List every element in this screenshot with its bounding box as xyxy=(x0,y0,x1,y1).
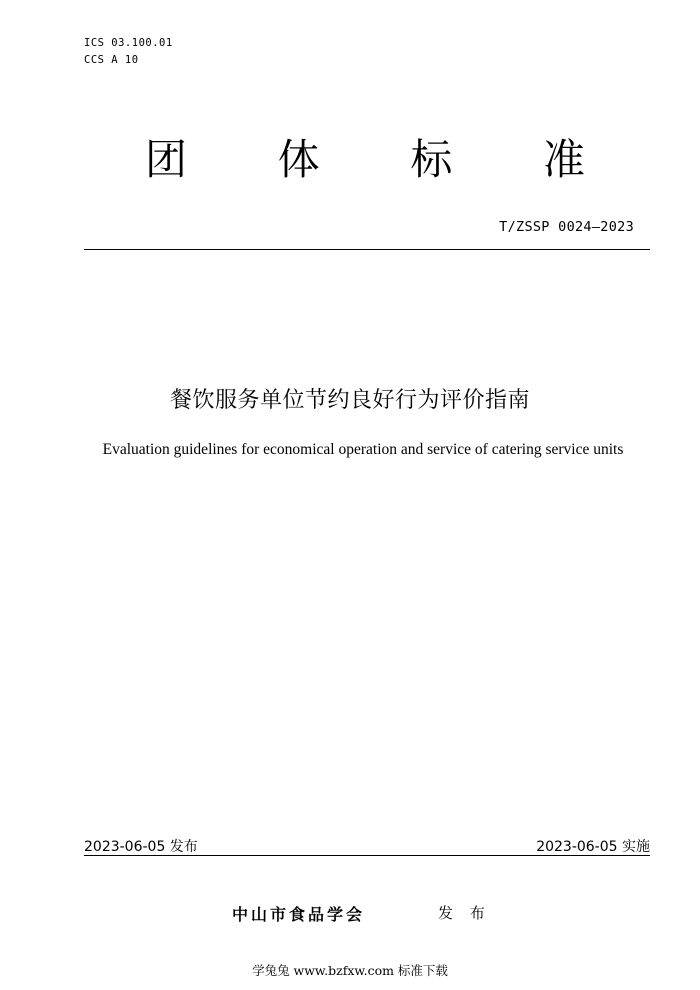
footer-watermark-text: 学兔兔 www.bzfxw.com 标准下载 xyxy=(252,963,448,978)
publisher-name: 中山市食品学会 xyxy=(232,905,366,924)
publish-label: 发 布 xyxy=(438,904,491,922)
issue-date: 2023-06-05 发布 xyxy=(84,839,198,855)
document-type-char-1: 团 xyxy=(145,135,188,184)
ccs-code: CCS A 10 xyxy=(84,54,139,66)
title-english: Evaluation guidelines for economical operation and service of catering service units xyxy=(102,441,624,458)
implementation-date: 2023-06-05 实施 xyxy=(536,839,650,855)
standard-number: T/ZSSP 0024—2023 xyxy=(499,219,634,235)
top-divider xyxy=(84,249,650,250)
bottom-divider xyxy=(84,855,650,856)
document-type-char-3: 标 xyxy=(410,135,453,184)
ics-code: ICS 03.100.01 xyxy=(84,37,173,49)
document-type-char-2: 体 xyxy=(277,135,320,184)
document-type-heading xyxy=(145,130,585,190)
document-type-char-4: 准 xyxy=(542,135,585,184)
title-chinese: 餐饮服务单位节约良好行为评价指南 xyxy=(169,388,530,413)
